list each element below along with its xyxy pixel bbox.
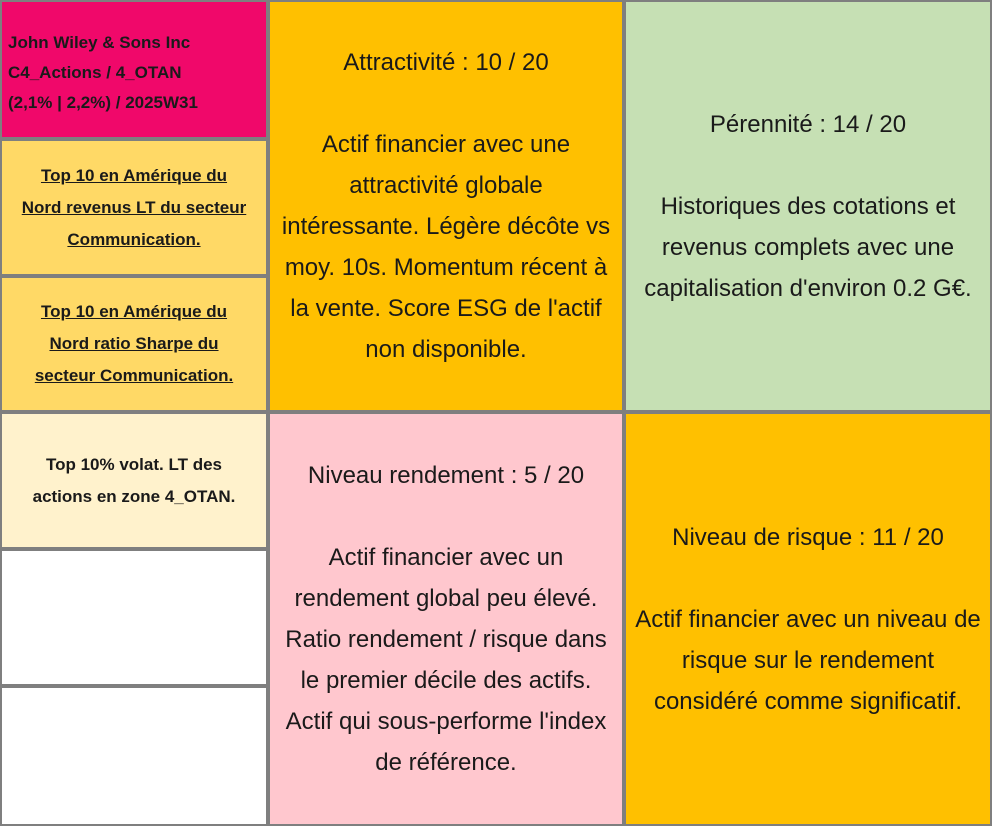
attractivite-score: Attractivité : 10 / 20 <box>343 49 549 76</box>
risque-panel <box>624 412 992 826</box>
risque-text-line: Actif financier avec un niveau de <box>635 605 981 633</box>
attractivite-panel <box>268 0 624 412</box>
empty-badge-slot <box>0 549 268 686</box>
attractivite-text-line: moy. 10s. Momentum récent à <box>284 254 608 281</box>
rendement-text-line: Actif financier avec un <box>328 544 564 571</box>
perennite-text-line: revenus complets avec une <box>661 233 955 261</box>
attractivite-text-line: intéressante. Légère décôte vs <box>281 213 611 240</box>
risque-text-line: risque sur le rendement <box>681 646 935 674</box>
attractivite-text-line: Actif financier avec une <box>321 131 571 158</box>
ranking-badge-line: Top 10% volat. LT des <box>45 454 222 474</box>
perennite-score: Pérennité : 14 / 20 <box>709 110 907 138</box>
attractivite-text-line: attractivité globale <box>349 172 543 199</box>
rendement-text-line: le premier décile des actifs. <box>300 667 592 694</box>
risque-content <box>626 414 990 824</box>
rendement-text-line: Ratio rendement / risque dans <box>285 626 607 653</box>
rendement-text-line: Actif qui sous-performe l'index <box>285 708 607 735</box>
ranking-badge-volatility <box>0 412 268 549</box>
ranking-badge-text <box>2 414 266 547</box>
ranking-badge-sharpe <box>0 276 268 412</box>
ranking-badge-line: Top 10 en Amérique du <box>40 165 228 185</box>
perennite-content <box>626 2 990 410</box>
ranking-badge-line: Nord revenus LT du secteur <box>21 197 247 217</box>
ranking-badge-text <box>2 141 266 274</box>
ranking-badge-line: Communication. <box>67 229 201 249</box>
attractivite-text-line: la vente. Score ESG de l'actif <box>290 295 602 322</box>
perennite-panel <box>624 0 992 412</box>
rendement-content <box>270 414 622 824</box>
ranking-badge-revenus <box>0 139 268 276</box>
risque-score: Niveau de risque : 11 / 20 <box>672 523 944 551</box>
ranking-badge-text <box>2 278 266 410</box>
asset-header-cell <box>0 0 268 139</box>
attractivite-content <box>270 2 622 410</box>
ranking-badge-line: secteur Communication. <box>34 366 234 385</box>
empty-badge-slot <box>0 686 268 826</box>
rendement-text-line: rendement global peu élevé. <box>294 585 598 612</box>
attractivite-text-line: non disponible. <box>365 336 527 363</box>
ranking-badge-line: actions en zone 4_OTAN. <box>32 486 236 506</box>
rendement-panel <box>268 412 624 826</box>
perennite-text-line: Historiques des cotations et <box>660 192 956 220</box>
asset-weights-period: (2,1% | 2,2%) / 2025W31 <box>8 93 198 112</box>
risque-text-line: considéré comme significatif. <box>653 687 963 715</box>
rendement-text-line: de référence. <box>375 749 517 776</box>
asset-category: C4_Actions / 4_OTAN <box>8 63 182 82</box>
ranking-badge-line: Top 10 en Amérique du <box>40 302 228 321</box>
perennite-text-line: capitalisation d'environ 0.2 G€. <box>644 274 972 302</box>
ranking-badge-line: Nord ratio Sharpe du <box>49 334 219 353</box>
asset-name: John Wiley & Sons Inc <box>8 33 191 52</box>
rendement-score: Niveau rendement : 5 / 20 <box>307 462 585 489</box>
